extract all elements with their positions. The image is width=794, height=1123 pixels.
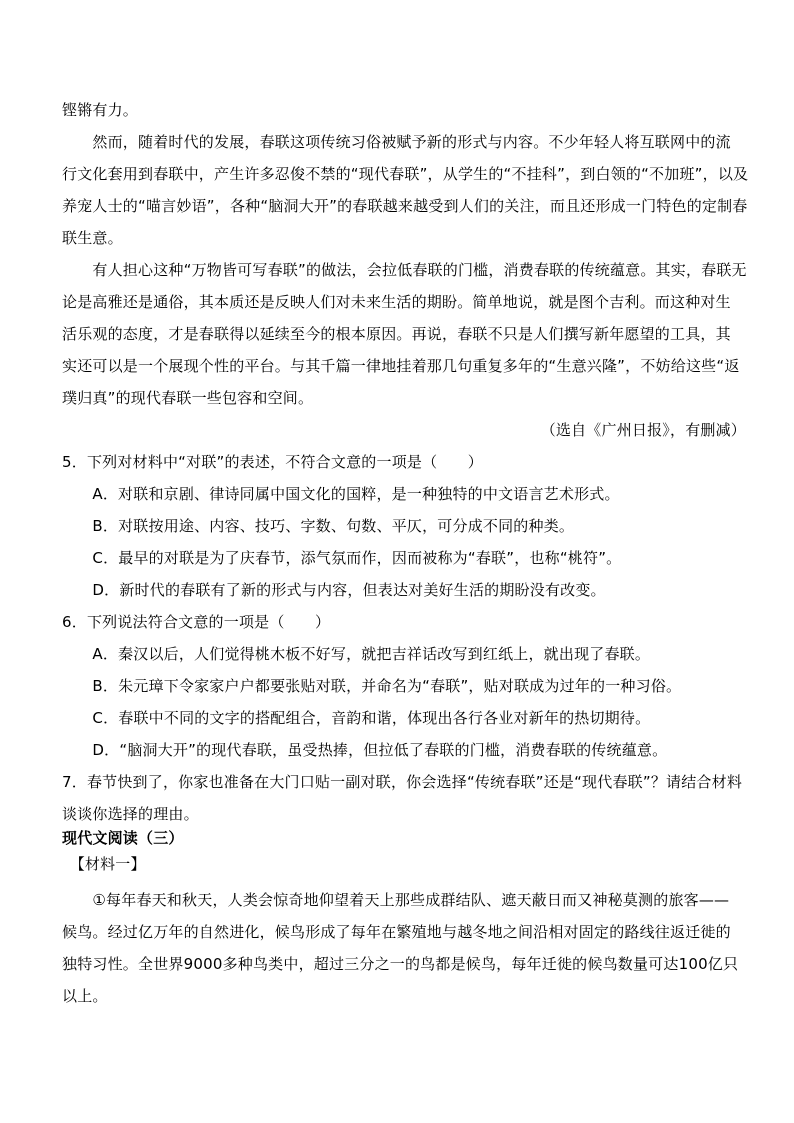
question-5-option-a: A．对联和京剧、律诗同属中国文化的国粹，是一种独特的中文语言艺术形式。 <box>62 485 620 503</box>
passage-line: 实还可以是一个展现个性的平台。与其千篇一律地挂着那几句重复多年的“生意兴隆”，不妨给这些“返 <box>62 357 740 375</box>
passage-line: 养宠人士的“喵言妙语”，各种“脑洞大开”的春联越来越受到人们的关注，而且还形成一门特色的定制春 <box>62 197 748 215</box>
passage-line: 活乐观的态度，才是春联得以延续至今的根本原因。再说，春联不只是人们撰写新年愿望的工具，其 <box>62 325 731 343</box>
passage-line: 璞归真”的现代春联一些包容和空间。 <box>62 389 314 407</box>
material-line: 候鸟。经过亿万年的自然进化，候鸟形成了每年在繁殖地与越冬地之间沿相对固定的路线往返迁徙的 <box>62 923 731 941</box>
material-line: 以上。 <box>62 987 108 1005</box>
question-5-option-b: B．对联按用途、内容、技巧、字数、句数、平仄，可分成不同的种类。 <box>62 517 575 535</box>
passage-line: 铿锵有力。 <box>62 101 139 119</box>
passage-line: 行文化套用到春联中，产生许多忍俊不禁的“现代春联”，从学生的“不挂科”，到白领的“不加班”，以及 <box>62 165 749 183</box>
question-5-option-d: D．新时代的春联有了新的形式与内容，但表达对美好生活的期盼没有改变。 <box>62 581 606 599</box>
question-5-stem: 5．下列对材料中“对联”的表述，不符合文意的一项是（ ） <box>62 453 483 471</box>
question-7-line: 谈谈你选择的理由。 <box>62 805 199 823</box>
question-7-line: 7．春节快到了，你家也准备在大门口贴一副对联，你会选择“传统春联”还是“现代春联”？请结合材料 <box>62 773 743 791</box>
passage-line: 有人担心这种“万物皆可写春联”的做法，会拉低春联的门槛，消费春联的传统蕴意。其实，春联无 <box>62 261 747 279</box>
passage-line: 论是高雅还是通俗，其本质还是反映人们对未来生活的期盼。简单地说，就是图个吉利。而这种对生 <box>62 293 731 311</box>
question-6-option-c: C．春联中不同的文字的搭配组合，音韵和谐，体现出各行各业对新年的热切期待。 <box>62 709 651 727</box>
passage-line: 联生意。 <box>62 229 123 247</box>
material-line: 独特习性。全世界9000多种鸟类中，超过三分之一的鸟都是候鸟，每年迁徙的候鸟数量可达100亿只 <box>62 955 739 973</box>
passage-source: （选自《广州日报》，有删减） <box>540 421 746 439</box>
question-6-option-b: B．朱元璋下令家家户户都要张贴对联，并命名为“春联”，贴对联成为过年的一种习俗。 <box>62 677 682 695</box>
material-line: ①每年春天和秋天，人类会惊奇地仰望着天上那些成群结队、遮天蔽日而又神秘莫测的旅客—— <box>62 891 730 909</box>
question-6-option-d: D．“脑洞大开”的现代春联，虽受热捧，但拉低了春联的门槛，消费春联的传统蕴意。 <box>62 741 668 759</box>
question-6-stem: 6．下列说法符合文意的一项是（ ） <box>62 613 331 631</box>
passage-line: 然而，随着时代的发展，春联这项传统习俗被赋予新的形式与内容。不少年轻人将互联网中的流 <box>62 133 731 151</box>
material-label: 【材料一】 <box>62 855 146 873</box>
question-6-option-a: A．秦汉以后，人们觉得桃木板不好写，就把吉祥话改写到红纸上，就出现了春联。 <box>62 645 651 663</box>
section-title: 现代文阅读（三） <box>62 829 184 847</box>
question-5-option-c: C．最早的对联是为了庆春节，添气氛而作，因而被称为“春联”，也称“桃符”。 <box>62 549 622 567</box>
